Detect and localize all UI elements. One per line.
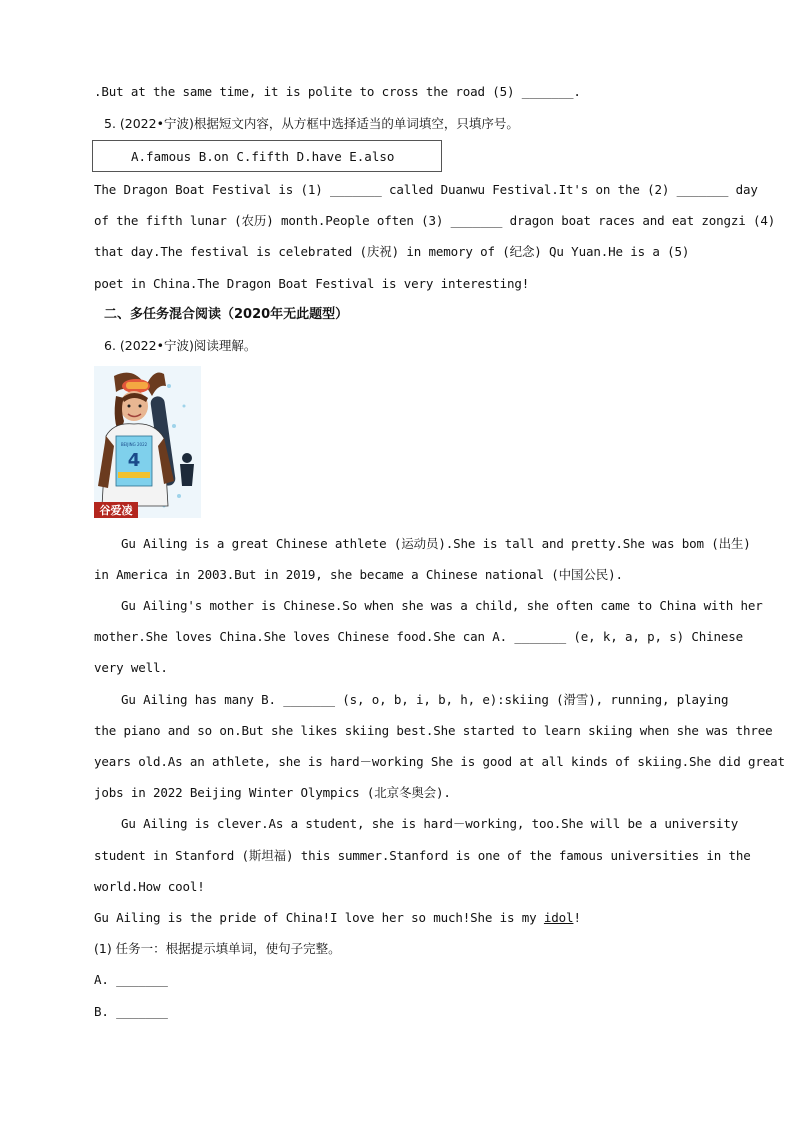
text-line: world.How cool! — [94, 879, 205, 894]
text-line: Gu Ailing is a great Chinese athlete (运动员).She is tall and pretty.She was bom (出生) — [121, 536, 751, 551]
text-span: Gu Ailing is the pride of China!I love her so much!She is my — [94, 910, 544, 925]
text-line: .But at the same time, it is polite to cross the road (5) _______. — [94, 84, 581, 99]
word-bank-options: A.famous B.on C.fifth D.have E.also — [131, 149, 395, 164]
bib-number: 4 — [127, 450, 141, 471]
question-6-title: 6. (2022•宁波)阅读理解。 — [104, 338, 257, 353]
text-line: Gu Ailing has many B. _______ (s, o, b, i, b, h, e):skiing (滑雪), running, playing — [121, 692, 729, 707]
word-bank-box — [92, 140, 442, 172]
answer-line-b[interactable]: B. _______ — [94, 1004, 168, 1019]
text-line: years old.As an athlete, she is hard－working She is good at all kinds of skiing.She did great — [94, 754, 785, 769]
text-line — [94, 910, 720, 926]
underlined-word-idol: idol — [543, 910, 574, 925]
gu-ailing-poster-image — [94, 366, 201, 518]
text-line: very well. — [94, 660, 168, 675]
section-heading: 二、多任务混合阅读（2020年无此题型） — [104, 307, 349, 322]
text-line: Gu Ailing is clever.As a student, she is hard－working, too.She will be a university — [121, 816, 739, 831]
question-5-title: 5. (2022•宁波)根据短文内容，从方框中选择适当的单词填空，只填序号。 — [104, 116, 519, 131]
text-line: mother.She loves China.She loves Chinese food.She can A. _______ (e, k, a, p, s) Chinese — [94, 629, 744, 644]
text-line: jobs in 2022 Beijing Winter Olympics (北京冬奥会). — [94, 785, 451, 800]
text-line: that day.The festival is celebrated (庆祝) in memory of (纪念) Qu Yuan.He is a (5) — [94, 244, 690, 259]
text-line: of the fifth lunar (农历) month.People often (3) _______ dragon boat races and eat zongzi (4) — [94, 213, 776, 228]
text-line: The Dragon Boat Festival is (1) _______ called Duanwu Festival.It's on the (2) _______ day — [94, 182, 758, 197]
text-line: Gu Ailing's mother is Chinese.So when she was a child, she often came to China with her — [121, 598, 763, 613]
text-line: the piano and so on.But she likes skiing best.She started to learn skiing when she was three — [94, 723, 773, 738]
text-line: poet in China.The Dragon Boat Festival is very interesting! — [94, 276, 530, 291]
text-span: ! — [573, 910, 581, 925]
text-line: in America in 2003.But in 2019, she became a Chinese national (中国公民). — [94, 567, 623, 582]
text-line: student in Stanford (斯坦福) this summer.Stanford is one of the famous universities in the — [94, 848, 751, 863]
task-1-instruction: (1) 任务一：根据提示填单词，使句子完整。 — [94, 941, 341, 956]
name-plate: 谷爱凌 — [99, 504, 133, 517]
answer-line-a[interactable]: A. _______ — [94, 972, 168, 987]
bib-event: BEIJING 2022 — [120, 442, 148, 447]
